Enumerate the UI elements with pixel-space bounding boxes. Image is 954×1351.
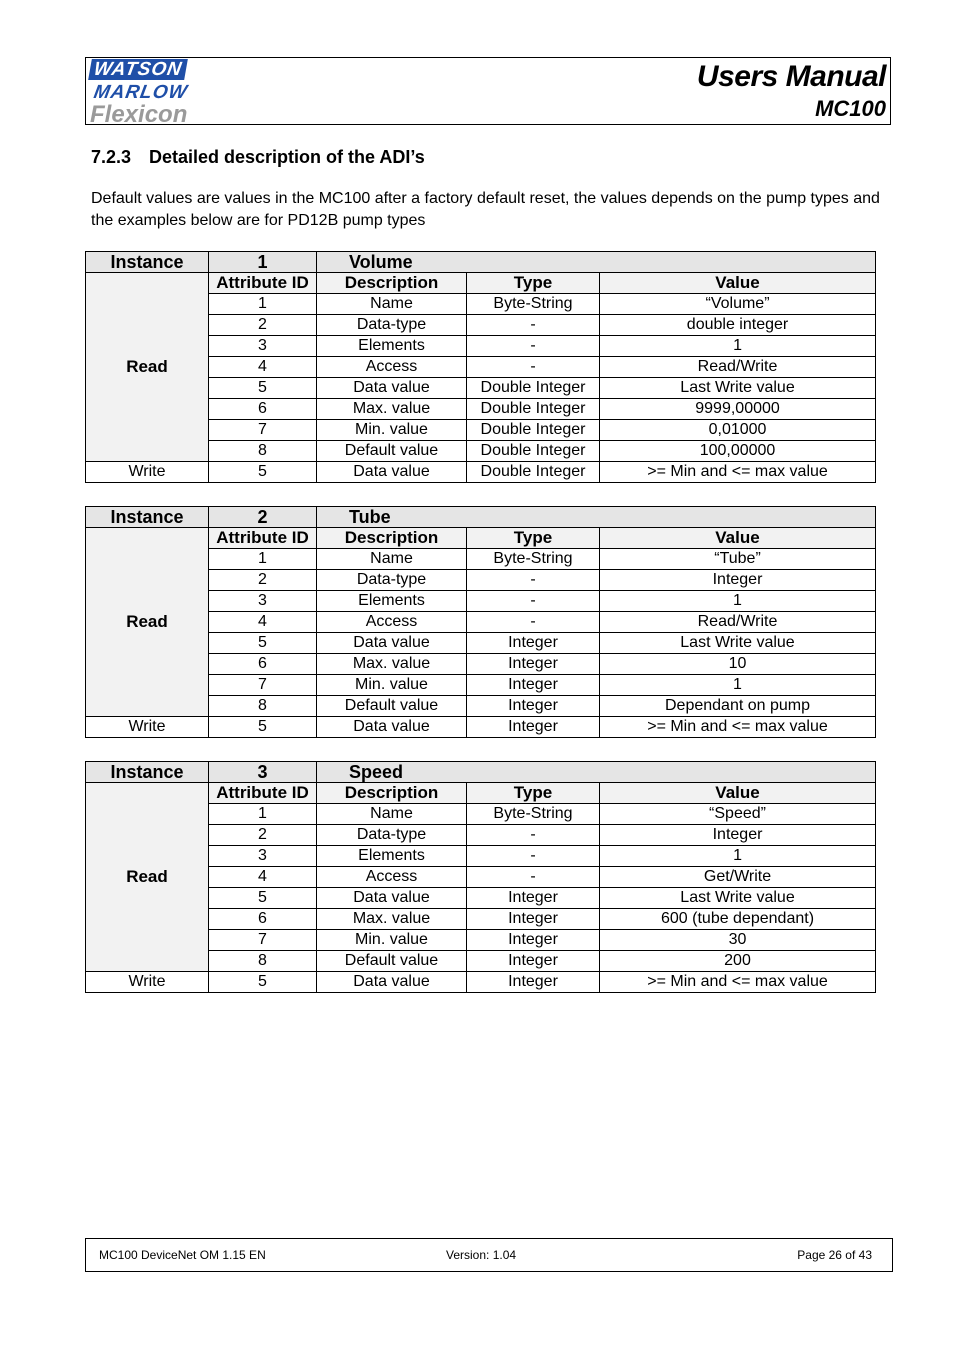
write-row [86,717,876,738]
type-cell: Double Integer [467,399,600,420]
column-header-type: Type [467,273,600,294]
description-cell: Data-type [317,315,467,336]
instance-number: 1 [209,252,317,273]
description-cell: Data value [317,462,467,483]
attribute-id-cell: 4 [209,867,317,888]
write-row [86,972,876,993]
instance-name: Tube [317,507,876,528]
value-cell: 1 [600,591,876,612]
column-header-type: Type [467,783,600,804]
description-cell: Max. value [317,399,467,420]
attribute-id-cell: 5 [209,378,317,399]
description-cell: Data value [317,378,467,399]
value-cell: 0,01000 [600,420,876,441]
footer-page-number: Page 26 of 43 [797,1248,872,1262]
description-cell: Data value [317,972,467,993]
write-row [86,462,876,483]
value-cell: “Speed” [600,804,876,825]
value-cell: “Tube” [600,549,876,570]
value-cell: 30 [600,930,876,951]
instance-name: Speed [317,762,876,783]
attribute-id-cell: 5 [209,633,317,654]
type-cell: - [467,612,600,633]
attribute-id-cell: 1 [209,804,317,825]
value-cell: 10 [600,654,876,675]
page-footer [85,1238,893,1272]
type-cell: - [467,570,600,591]
description-cell: Min. value [317,675,467,696]
description-cell: Data value [317,717,467,738]
attribute-id-cell: 6 [209,654,317,675]
access-read-label: Read [86,783,209,972]
instance-name: Volume [317,252,876,273]
value-cell: >= Min and <= max value [600,462,876,483]
description-cell: Access [317,612,467,633]
instance-table-1 [85,251,876,483]
instance-header-row [86,252,876,273]
value-cell: Integer [600,825,876,846]
instance-label: Instance [86,252,209,273]
description-cell: Data-type [317,825,467,846]
instance-label: Instance [86,762,209,783]
document-title: Users Manual [696,60,886,93]
access-write-label: Write [86,972,209,993]
value-cell: Last Write value [600,888,876,909]
value-cell: Read/Write [600,612,876,633]
description-cell: Max. value [317,909,467,930]
description-cell: Default value [317,951,467,972]
description-cell: Elements [317,336,467,357]
logo-line-marlow: MARLOW [92,82,190,103]
attribute-id-cell: 7 [209,420,317,441]
description-cell: Data value [317,888,467,909]
column-header-value: Value [600,783,876,804]
value-cell: 1 [600,846,876,867]
attribute-id-cell: 5 [209,462,317,483]
column-header-attribute-id: Attribute ID [209,783,317,804]
document-subtitle: MC100 [815,96,886,121]
type-cell: Byte-String [467,804,600,825]
column-header-row [86,528,876,549]
value-cell: Get/Write [600,867,876,888]
type-cell: - [467,846,600,867]
type-cell: Integer [467,972,600,993]
type-cell: Integer [467,633,600,654]
instance-header-row [86,507,876,528]
logo-line-flexicon: Flexicon [90,101,188,128]
access-write-label: Write [86,462,209,483]
column-header-description: Description [317,528,467,549]
value-cell: >= Min and <= max value [600,972,876,993]
type-cell: Integer [467,888,600,909]
type-cell: Integer [467,717,600,738]
attribute-id-cell: 3 [209,591,317,612]
type-cell: Double Integer [467,420,600,441]
value-cell: Last Write value [600,378,876,399]
description-cell: Default value [317,696,467,717]
type-cell: Double Integer [467,462,600,483]
attribute-id-cell: 1 [209,294,317,315]
intro-paragraph: Default values are values in the MC100 after a factory default reset, the values depends on the pump types and the examples below are for PD12B pump types [91,190,880,229]
section-number: 7.2.3 [91,147,132,167]
description-cell: Min. value [317,420,467,441]
footer-document-id: MC100 DeviceNet OM 1.15 EN [99,1248,266,1262]
attribute-id-cell: 7 [209,675,317,696]
value-cell: >= Min and <= max value [600,717,876,738]
value-cell: Read/Write [600,357,876,378]
description-cell: Max. value [317,654,467,675]
value-cell: 100,00000 [600,441,876,462]
type-cell: - [467,336,600,357]
attribute-id-cell: 7 [209,930,317,951]
watson-marlow-flexicon-logo [90,59,218,128]
type-cell: - [467,825,600,846]
section-title: Detailed description of the ADI’s [149,147,425,167]
attribute-id-cell: 5 [209,717,317,738]
type-cell: Integer [467,930,600,951]
footer-version: Version: 1.04 [446,1248,517,1262]
value-cell: double integer [600,315,876,336]
value-cell: 1 [600,675,876,696]
column-header-attribute-id: Attribute ID [209,528,317,549]
access-read-label: Read [86,273,209,462]
instance-number: 3 [209,762,317,783]
column-header-description: Description [317,273,467,294]
column-header-value: Value [600,528,876,549]
access-write-label: Write [86,717,209,738]
column-header-row [86,783,876,804]
description-cell: Access [317,357,467,378]
instance-header-row [86,762,876,783]
attribute-id-cell: 5 [209,888,317,909]
attribute-id-cell: 4 [209,357,317,378]
type-cell: Integer [467,951,600,972]
type-cell: Integer [467,675,600,696]
column-header-value: Value [600,273,876,294]
value-cell: 9999,00000 [600,399,876,420]
description-cell: Data-type [317,570,467,591]
instance-table-2 [85,506,876,738]
attribute-id-cell: 8 [209,951,317,972]
column-header-row [86,273,876,294]
value-cell: 600 (tube dependant) [600,909,876,930]
attribute-id-cell: 1 [209,549,317,570]
type-cell: - [467,357,600,378]
page-header [85,57,891,128]
attribute-id-cell: 2 [209,315,317,336]
description-cell: Data value [317,633,467,654]
description-cell: Elements [317,591,467,612]
type-cell: - [467,591,600,612]
type-cell: Integer [467,696,600,717]
type-cell: Integer [467,654,600,675]
value-cell: “Volume” [600,294,876,315]
attribute-id-cell: 6 [209,399,317,420]
value-cell: Dependant on pump [600,696,876,717]
attribute-id-cell: 2 [209,570,317,591]
attribute-id-cell: 4 [209,612,317,633]
type-cell: Integer [467,909,600,930]
description-cell: Elements [317,846,467,867]
attribute-id-cell: 2 [209,825,317,846]
logo-line-watson: WATSON [88,59,188,80]
value-cell: Last Write value [600,633,876,654]
type-cell: - [467,867,600,888]
section-heading [91,147,425,168]
attribute-id-cell: 3 [209,336,317,357]
attribute-id-cell: 3 [209,846,317,867]
instance-number: 2 [209,507,317,528]
value-cell: 200 [600,951,876,972]
attribute-id-cell: 8 [209,441,317,462]
type-cell: Byte-String [467,294,600,315]
attribute-id-cell: 6 [209,909,317,930]
description-cell: Name [317,804,467,825]
description-cell: Access [317,867,467,888]
instance-table-3 [85,761,876,993]
column-header-attribute-id: Attribute ID [209,273,317,294]
description-cell: Min. value [317,930,467,951]
type-cell: Double Integer [467,378,600,399]
column-header-description: Description [317,783,467,804]
description-cell: Name [317,549,467,570]
access-read-label: Read [86,528,209,717]
column-header-type: Type [467,528,600,549]
type-cell: Double Integer [467,441,600,462]
description-cell: Name [317,294,467,315]
attribute-id-cell: 8 [209,696,317,717]
value-cell: 1 [600,336,876,357]
instance-label: Instance [86,507,209,528]
attribute-id-cell: 5 [209,972,317,993]
value-cell: Integer [600,570,876,591]
type-cell: Byte-String [467,549,600,570]
type-cell: - [467,315,600,336]
description-cell: Default value [317,441,467,462]
